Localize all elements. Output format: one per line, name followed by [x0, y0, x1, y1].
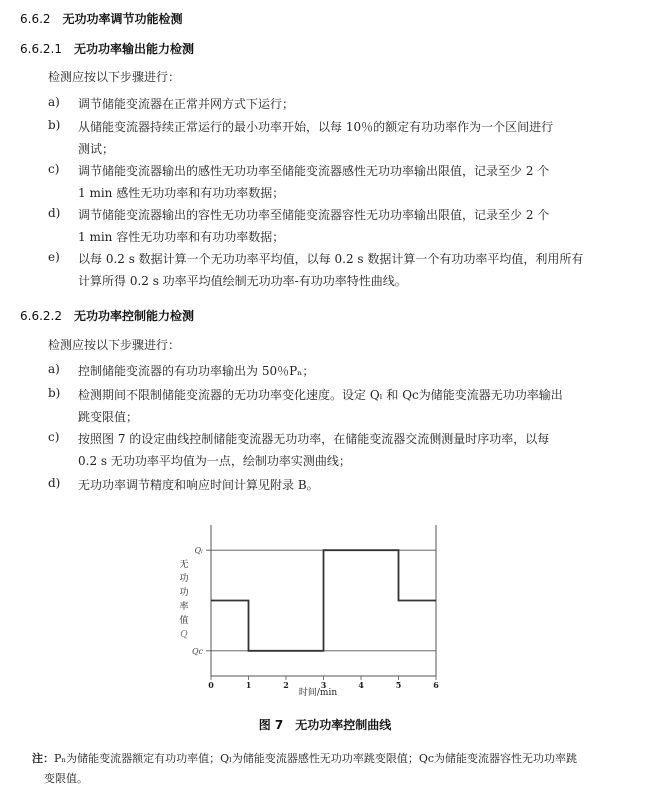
section-title: 无功功率控制能力检测 — [73, 309, 194, 323]
x-tick-label: 6 — [433, 680, 439, 690]
list-marker: a) — [48, 95, 60, 109]
section-title: 无功功率调节功能检测 — [62, 12, 183, 26]
note-text: Pₙ为储能变流器额定有功功率值；Qₗ为储能变流器感性无功功率跳变限值；Qc为储能变流器容性无功功率跳 — [54, 752, 578, 765]
step-series-line — [211, 550, 436, 651]
intro-text: 检测应按以下步骤进行： — [48, 70, 181, 84]
section-title: 无功功率输出能力检测 — [73, 42, 194, 56]
list-text: 计算所得 0.2 s 功率平均值绘制无功功率-有功功率特性曲线。 — [78, 274, 407, 288]
list-text: 1 min 感性无功功率和有功功率数据； — [78, 186, 285, 200]
x-tick-label: 2 — [283, 680, 289, 690]
y-tick-label-ql: Qₗ — [194, 546, 203, 556]
list-text: 按照图 7 的设定曲线控制储能变流器无功功率，在储能变流器交流侧测量时序功率，以每 — [78, 432, 550, 446]
list-text: 0.2 s 无功功率平均值为一点，绘制功率实测曲线； — [78, 454, 351, 468]
x-tick-label: 1 — [245, 680, 252, 690]
figure-note — [32, 750, 577, 766]
y-tick-label-qc: Qc — [191, 646, 203, 656]
section-heading-6-6-2 — [20, 10, 183, 27]
list-text: 1 min 容性无功功率和有功功率数据； — [78, 230, 285, 244]
list-text: 调节储能变流器输出的感性无功功率至储能变流器感性无功功率输出限值，记录至少 2 个 — [78, 164, 550, 178]
list-marker: c) — [48, 430, 60, 444]
list-marker: d) — [48, 206, 61, 220]
note-text: 变限值。 — [44, 772, 88, 785]
list-marker: a) — [48, 362, 60, 376]
section-heading-6-6-2-2 — [20, 307, 194, 324]
reactive-power-control-chart — [170, 515, 450, 705]
section-number: 6.6.2.2 — [20, 309, 62, 323]
y-axis-label-char: 率 — [179, 602, 189, 612]
list-marker: d) — [48, 476, 61, 490]
list-marker: b) — [48, 386, 61, 400]
x-tick-label: 4 — [358, 680, 364, 690]
intro-text: 检测应按以下步骤进行： — [48, 338, 181, 352]
list-text: 调节储能变流器在正常并网方式下运行； — [78, 97, 295, 111]
list-text: 以每 0.2 s 数据计算一个无功功率平均值，以每 0.2 s 数据计算一个有功功率平均值，利用所有 — [78, 252, 584, 266]
list-text: 跳变限值； — [78, 410, 139, 424]
section-number: 6.6.2.1 — [20, 42, 62, 56]
y-axis-label-char: 无 — [179, 560, 189, 570]
x-axis-label: 时间/min — [298, 688, 338, 698]
list-marker: c) — [48, 162, 60, 176]
list-text: 测试； — [78, 142, 115, 156]
list-text: 从储能变流器持续正常运行的最小功率开始，以每 10％的额定有功功率作为一个区间进行 — [78, 120, 554, 134]
x-tick-label: 0 — [208, 680, 214, 690]
note-label: 注： — [32, 752, 54, 765]
y-axis-label-char: Q — [180, 630, 188, 640]
list-text: 检测期间不限制储能变流器的无功功率变化速度。设定 Qₗ 和 Qc为储能变流器无功功率输出 — [78, 388, 563, 402]
list-marker: b) — [48, 118, 61, 132]
list-marker: e) — [48, 250, 60, 264]
list-text: 控制储能变流器的有功功率输出为 50％Pₙ； — [78, 364, 315, 378]
y-axis-label-char: 功 — [179, 588, 189, 598]
section-number: 6.6.2 — [20, 12, 51, 26]
y-axis-label-char: 值 — [179, 616, 189, 626]
list-text: 调节储能变流器输出的容性无功功率至储能变流器容性无功功率输出限值，记录至少 2 个 — [78, 208, 550, 222]
list-text: 无功功率调节精度和响应时间计算见附录 B。 — [78, 478, 319, 492]
section-heading-6-6-2-1 — [20, 40, 194, 57]
x-tick-label: 5 — [395, 680, 402, 690]
x-tick-label: 3 — [320, 680, 327, 690]
figure-caption: 图 7 无功功率控制曲线 — [258, 718, 392, 732]
y-axis-label-char: 功 — [179, 574, 189, 584]
figure-note-continued — [44, 770, 88, 786]
